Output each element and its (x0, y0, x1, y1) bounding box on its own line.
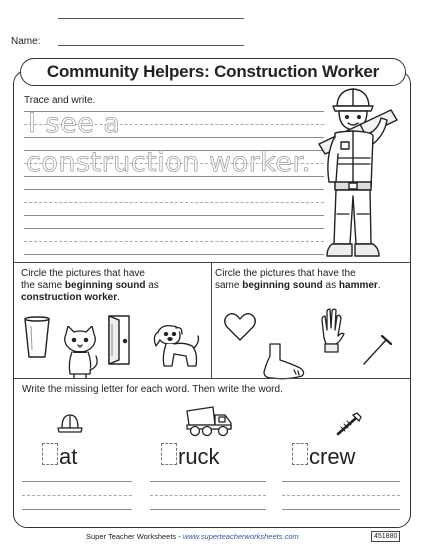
footer-credit (86, 532, 299, 541)
circle-left-line3-post: . (117, 292, 120, 303)
nail-icon[interactable] (360, 332, 394, 368)
word-line-3-top[interactable] (282, 481, 400, 482)
word-line-2-base[interactable] (150, 509, 266, 510)
missing-letter-box-2[interactable] (161, 443, 177, 465)
trace-text-2: construction worker. (26, 147, 311, 178)
circle-right-line2-post: as (322, 280, 339, 291)
circle-left-line2-pre: the same (21, 280, 65, 291)
write-top-line[interactable] (24, 189, 324, 190)
section-divider-1 (14, 262, 411, 263)
heart-icon[interactable] (224, 312, 256, 342)
circle-left-line2-bold: beginning sound (64, 280, 146, 291)
write-base-line-2[interactable] (24, 254, 324, 255)
word-line-3-mid[interactable] (282, 495, 400, 496)
page-title: Community Helpers: Construction Worker (46, 62, 380, 81)
missing-instruction: Write the missing letter for each word. Then write the word. (22, 384, 283, 395)
title-banner (20, 58, 406, 86)
missing-word-2: ruck (178, 444, 220, 469)
glove-icon[interactable] (316, 308, 346, 354)
word-line-1-mid[interactable] (22, 495, 132, 496)
section-divider-2 (14, 378, 411, 379)
name-label: Name: (11, 36, 41, 47)
circle-right-line2-bold2: hammer (338, 280, 378, 291)
circle-left-line3-bold: construction worker (21, 292, 118, 303)
circle-left-instruction (21, 268, 206, 304)
circle-right-line2 (215, 280, 410, 292)
column-divider (211, 262, 212, 378)
header-top-line (58, 18, 244, 19)
footer-separator: - (176, 532, 183, 541)
door-icon[interactable] (107, 314, 131, 366)
circle-right-instruction (215, 268, 410, 292)
missing-letter-box-3[interactable] (292, 443, 308, 465)
cup-icon[interactable] (22, 316, 52, 360)
word-line-3-base[interactable] (282, 509, 400, 510)
missing-word-3: crew (309, 444, 356, 469)
worksheet-number: 451880 (371, 531, 400, 542)
circle-left-line3 (21, 292, 206, 304)
write-base-line[interactable] (24, 215, 324, 216)
circle-left-line2-post: as (145, 280, 159, 291)
cat-icon[interactable] (60, 326, 100, 380)
trace-instruction: Trace and write. (24, 95, 96, 106)
dump-truck-icon (185, 405, 233, 437)
word-line-1-top[interactable] (22, 481, 132, 482)
word-line-2-mid[interactable] (150, 495, 266, 496)
write-top-line-2[interactable] (24, 228, 324, 229)
missing-letter-box-1[interactable] (42, 443, 58, 465)
circle-left-line1: Circle the pictures that have (21, 268, 145, 279)
screw-icon (335, 411, 363, 437)
foot-icon[interactable] (258, 342, 306, 382)
circle-left-line2 (21, 280, 206, 292)
circle-right-line2-end: . (377, 280, 381, 291)
word-line-1-base[interactable] (22, 509, 132, 510)
write-mid-line-2[interactable] (24, 241, 324, 242)
dog-icon[interactable] (152, 322, 202, 370)
circle-right-line1: Circle the pictures that have the (215, 268, 356, 279)
circle-right-line2-pre: same (215, 280, 243, 291)
word-line-2-top[interactable] (150, 481, 266, 482)
circle-right-line2-bold: beginning sound (242, 280, 323, 291)
trace-text-1: I see a (28, 108, 121, 139)
missing-word-1: at (59, 444, 78, 469)
footer-url-link[interactable]: www.superteacherworksheets.com (182, 532, 299, 541)
write-mid-line[interactable] (24, 202, 324, 203)
construction-worker-icon (305, 84, 400, 264)
footer-brand: Super Teacher Worksheets (86, 532, 177, 541)
name-field[interactable] (58, 45, 244, 46)
hard-hat-icon (57, 412, 83, 434)
